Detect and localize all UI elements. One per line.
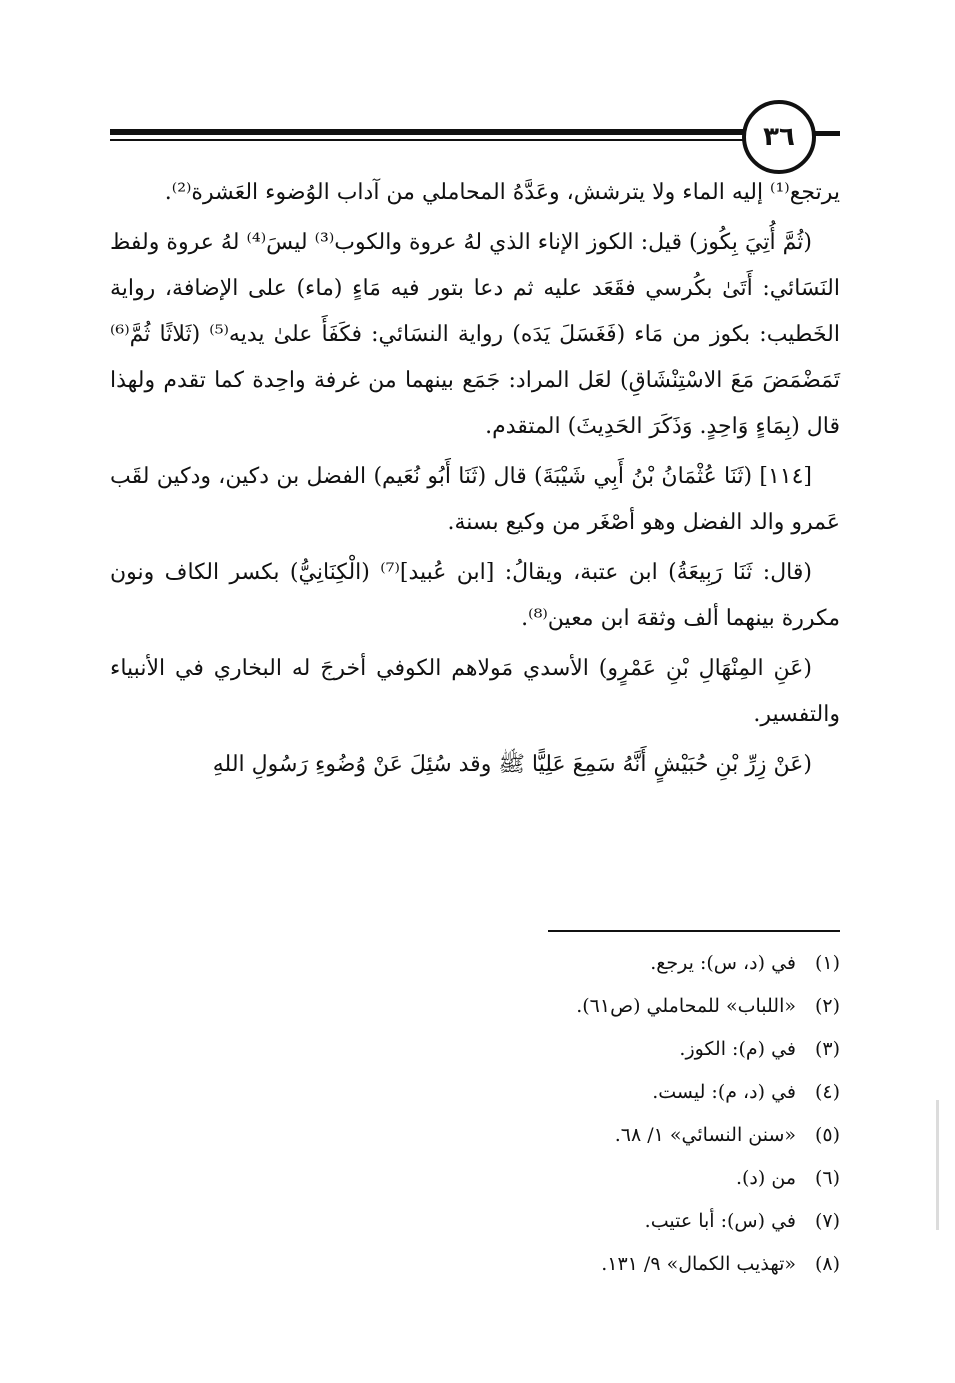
footnotes [420, 942, 840, 1286]
footnote-item [420, 985, 840, 1028]
main-text [110, 170, 840, 792]
footnote-item [420, 1028, 840, 1071]
paragraph-3: [١١٤] (ثَنَا عُثْمَانُ بْنُ أَبِي شَيْبَةَ) قال (ثَنَا أَبُو نُعَيم) الفضل بن دكين، ودكين لقَب عَمرو والد الفضل وهو أصْغَر من وكيع بسنة. [110, 464, 840, 535]
paragraph-4: (قال: ثَنَا رَبِيعَةُ) ابن عتبة، ويقالُ: [ابن عُبيد]⁽⁷⁾ (الْكِنَانِيُّ) بكسر الكاف ونون مكررة بينهما ألف وثقهَ ابن معين⁽⁸⁾. [110, 560, 840, 631]
header-rule-thick [110, 129, 750, 135]
header-rule-thin [110, 139, 750, 141]
footnote-text: في (د، م): ليست. [652, 1081, 796, 1103]
page-number-badge [742, 100, 816, 174]
footnote-item [420, 942, 840, 985]
footnote-text: «تهذيب الكمال» ٩/ ١٣١. [601, 1253, 796, 1275]
footnote-number: (٥) [814, 1124, 840, 1146]
footnote-separator [548, 930, 840, 932]
footnote-item [420, 1114, 840, 1157]
paragraph-6: (عَنْ زِرِّ بْنِ حُبَيْشٍ أَنَّهُ سَمِعَ عَلِيًّا ﷺ وقد سُئِلَ عَنْ وُضُوءِ رَسُولِ اللهِ [212, 752, 812, 777]
footnote-item [420, 1157, 840, 1200]
footnote-number: (٣) [814, 1038, 840, 1060]
page-number: ٣٦ [763, 122, 795, 152]
footnote-text: «سنن النسائي» ١/ ٦٨. [614, 1124, 796, 1146]
footnote-number: (٤) [814, 1081, 840, 1103]
footnote-number: (٨) [814, 1253, 840, 1275]
footnote-number: (١) [814, 952, 840, 974]
footnote-text: في (م): الكوز. [679, 1038, 796, 1060]
page-header [110, 95, 840, 175]
footnote-item [420, 1071, 840, 1114]
footnote-item [420, 1200, 840, 1243]
paragraph-1: يرتجع⁽¹⁾ إليه الماء ولا يترشش، وعَدَّهُ المحاملي من آداب الوُضوء العَشرة⁽²⁾. [164, 180, 840, 205]
paragraph-2: (ثُمَّ أُتِيَ بِكُوز) قيل: الكوز الإناء الذي لهُ عروة والكوب⁽³⁾ ليسَ⁽⁴⁾ لهُ عروة ولفظ النَسَائي: أَتَىٰ بكُرسي فقَعَد عليه ثم دعا بتور فيه مَاءٍ (ماء) على الإضافة، رواية الخَطيب: بكوز من مَاء (فَغَسَلَ يَدَه) رواية النسَائي: فكَفَأَ علىٰ يديه⁽⁵⁾ (ثَلاثًا ثُمَّ⁽⁶⁾ تَمَضْمَضَ مَعَ الاسْتِنْشَاقِ) لعَل المراد: جَمَع بينهما من غرفة واحِدة كما تقدم ولهذا قال (بِمَاءٍ وَاحِدٍ. وَذَكَرَ الحَدِيثَ) المتقدم. [110, 230, 840, 439]
footnote-text: في (د، س): يرجع. [650, 952, 796, 974]
footnote-text: في (س): أبا عتيب. [644, 1210, 796, 1232]
footnote-number: (٢) [814, 995, 840, 1017]
footnote-number: (٦) [814, 1167, 840, 1189]
footnote-item [420, 1243, 840, 1286]
paragraph-5: (عَنِ المِنْهَالِ بْنِ عَمْرٍو) الأسدي مَولاهم الكوفي أخرجَ له البخاري في الأنبياء والتفسير. [110, 656, 840, 727]
footnote-number: (٧) [814, 1210, 840, 1232]
footnote-text: «اللباب» للمحاملي (ص٦١). [576, 995, 796, 1017]
scan-margin-shadow [936, 1100, 939, 1230]
footnote-text: من (د). [735, 1167, 796, 1189]
